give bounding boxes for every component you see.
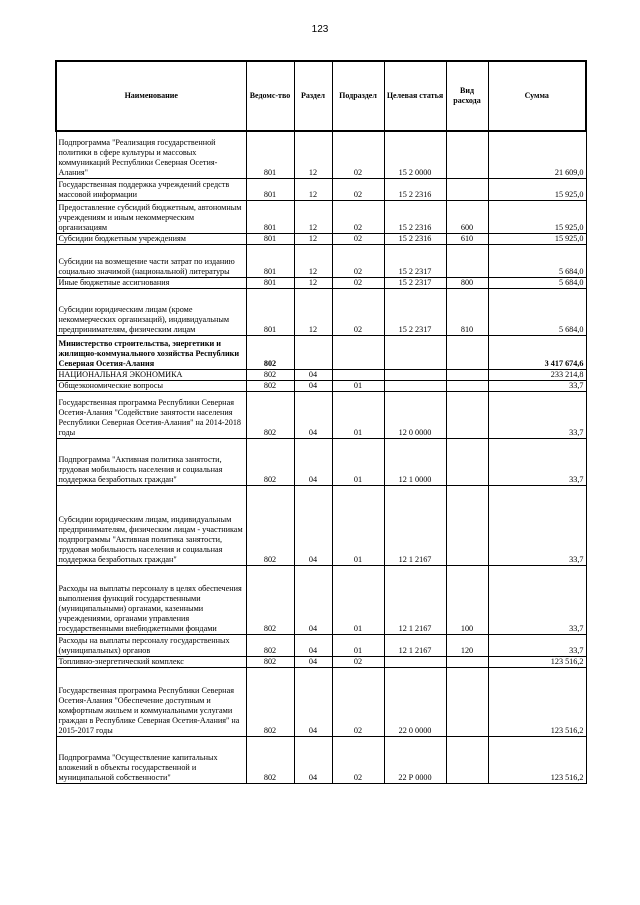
cell-target: 15 2 2317 (384, 244, 446, 277)
cell-sum: 123 516,2 (488, 656, 586, 667)
cell-type: 800 (446, 277, 488, 288)
table-row (56, 380, 586, 391)
cell-sum: 21 609,0 (488, 131, 586, 178)
table-row (56, 369, 586, 380)
cell-section: 04 (294, 565, 332, 634)
cell-name: НАЦИОНАЛЬНАЯ ЭКОНОМИКА (56, 369, 246, 380)
cell-subsection: 02 (332, 200, 384, 233)
cell-name: Предоставление субсидий бюджетным, автономным учреждениям и иным некоммерческим организациям (56, 200, 246, 233)
cell-target: 15 2 2316 (384, 200, 446, 233)
table-row (56, 656, 586, 667)
cell-section: 12 (294, 277, 332, 288)
cell-dept: 802 (246, 438, 294, 485)
cell-sum: 123 516,2 (488, 667, 586, 736)
cell-section: 04 (294, 369, 332, 380)
table-row (56, 200, 586, 233)
table-body (56, 131, 586, 783)
cell-subsection: 02 (332, 277, 384, 288)
cell-section: 04 (294, 656, 332, 667)
cell-section (294, 335, 332, 369)
header-name: Наименование (56, 61, 246, 131)
cell-dept: 802 (246, 485, 294, 565)
table-row (56, 131, 586, 178)
cell-target: 12 1 2167 (384, 565, 446, 634)
table-row (56, 288, 586, 335)
cell-dept: 802 (246, 634, 294, 656)
cell-dept: 802 (246, 667, 294, 736)
cell-name: Подпрограмма "Активная политика занятости, трудовая мобильность населения и социальная поддержка безработных граждан" (56, 438, 246, 485)
cell-name: Министерство строительства, энергетики и жилищно-коммунального хозяйства Республики Северная Осетия-Алания (56, 335, 246, 369)
cell-name: Субсидии юридическим лицам, индивидуальным предпринимателям, физическим лицам - участникам подпрограммы "Активная политика занятости, трудовая мобильность населения и социальная поддержка безработных граждан" (56, 485, 246, 565)
cell-target: 12 1 2167 (384, 634, 446, 656)
page-number: 123 (311, 24, 329, 35)
cell-subsection: 02 (332, 736, 384, 783)
cell-target: 12 1 2167 (384, 485, 446, 565)
cell-target: 15 2 2317 (384, 288, 446, 335)
cell-type (446, 656, 488, 667)
cell-name: Государственная поддержка учреждений средств массовой информации (56, 178, 246, 200)
cell-sum: 5 684,0 (488, 277, 586, 288)
cell-type (446, 335, 488, 369)
cell-sum: 15 925,0 (488, 233, 586, 244)
cell-name: Субсидии на возмещение части затрат по изданию социально значимой (национальной) литературы (56, 244, 246, 277)
header-section: Раздел (294, 61, 332, 131)
cell-type (446, 380, 488, 391)
cell-dept: 801 (246, 131, 294, 178)
cell-section: 12 (294, 233, 332, 244)
cell-type (446, 736, 488, 783)
header-sum: Сумма (488, 61, 586, 131)
cell-dept: 802 (246, 736, 294, 783)
cell-section: 12 (294, 244, 332, 277)
header-type: Вид расхода (446, 61, 488, 131)
cell-subsection: 02 (332, 131, 384, 178)
cell-type (446, 244, 488, 277)
cell-section: 12 (294, 131, 332, 178)
cell-sum: 33,7 (488, 485, 586, 565)
cell-dept: 802 (246, 391, 294, 438)
budget-table (55, 60, 587, 784)
cell-target (384, 380, 446, 391)
cell-sum: 33,7 (488, 634, 586, 656)
cell-sum: 33,7 (488, 438, 586, 485)
cell-subsection: 01 (332, 391, 384, 438)
cell-section: 04 (294, 667, 332, 736)
cell-subsection: 01 (332, 565, 384, 634)
cell-section: 04 (294, 380, 332, 391)
cell-type (446, 485, 488, 565)
table-row (56, 178, 586, 200)
cell-dept: 802 (246, 335, 294, 369)
table-row (56, 391, 586, 438)
table-row (56, 736, 586, 783)
cell-target: 12 1 0000 (384, 438, 446, 485)
cell-section: 12 (294, 288, 332, 335)
header-row (56, 61, 586, 131)
cell-target: 15 2 2316 (384, 233, 446, 244)
cell-type: 600 (446, 200, 488, 233)
cell-target: 15 2 0000 (384, 131, 446, 178)
cell-dept: 801 (246, 288, 294, 335)
cell-name: Топливно-энергетический комплекс (56, 656, 246, 667)
cell-target (384, 335, 446, 369)
cell-name: Общеэкономические вопросы (56, 380, 246, 391)
cell-name: Подпрограмма "Реализация государственной политики в сфере культуры и массовых коммуникаций Республики Северная Осетия-Алания" (56, 131, 246, 178)
cell-section: 04 (294, 634, 332, 656)
cell-type (446, 438, 488, 485)
cell-type (446, 131, 488, 178)
cell-dept: 801 (246, 178, 294, 200)
cell-section: 04 (294, 391, 332, 438)
cell-subsection: 02 (332, 656, 384, 667)
cell-name: Государственная программа Республики Северная Осетия-Алания "Обеспечение доступным и комфортным жильем и коммунальными услугами граждан в Республике Северная Осетия-Алания" на 2015-2017 годы (56, 667, 246, 736)
cell-target: 15 2 2317 (384, 277, 446, 288)
cell-sum: 33,7 (488, 391, 586, 438)
table-row (56, 565, 586, 634)
cell-sum: 15 925,0 (488, 178, 586, 200)
cell-target: 22 Р 0000 (384, 736, 446, 783)
header-target: Целевая статья (384, 61, 446, 131)
cell-type: 610 (446, 233, 488, 244)
table-row (56, 438, 586, 485)
cell-section: 04 (294, 438, 332, 485)
cell-type (446, 178, 488, 200)
cell-subsection: 01 (332, 485, 384, 565)
cell-target (384, 656, 446, 667)
cell-sum: 5 684,0 (488, 244, 586, 277)
cell-target: 22 0 0000 (384, 667, 446, 736)
cell-dept: 802 (246, 656, 294, 667)
cell-name: Субсидии бюджетным учреждениям (56, 233, 246, 244)
cell-type: 100 (446, 565, 488, 634)
table-row (56, 244, 586, 277)
cell-type (446, 391, 488, 438)
cell-subsection: 01 (332, 634, 384, 656)
cell-type: 810 (446, 288, 488, 335)
cell-sum: 123 516,2 (488, 736, 586, 783)
cell-subsection: 02 (332, 288, 384, 335)
cell-sum: 33,7 (488, 565, 586, 634)
header-subsection: Подраздел (332, 61, 384, 131)
cell-sum: 5 684,0 (488, 288, 586, 335)
cell-subsection: 02 (332, 244, 384, 277)
cell-target: 12 0 0000 (384, 391, 446, 438)
cell-sum: 233 214,8 (488, 369, 586, 380)
cell-subsection: 02 (332, 233, 384, 244)
table-row (56, 335, 586, 369)
cell-name: Иные бюджетные ассигнования (56, 277, 246, 288)
cell-dept: 801 (246, 277, 294, 288)
cell-subsection: 01 (332, 380, 384, 391)
cell-section: 04 (294, 485, 332, 565)
cell-subsection (332, 369, 384, 380)
cell-type (446, 667, 488, 736)
cell-name: Расходы на выплаты персоналу в целях обеспечения выполнения функций государственными (муниципальными) органами, казенными учреждениями, органами управления государственными внебюджетными фондами (56, 565, 246, 634)
cell-sum: 33,7 (488, 380, 586, 391)
cell-sum: 15 925,0 (488, 200, 586, 233)
cell-sum: 3 417 674,6 (488, 335, 586, 369)
cell-subsection: 02 (332, 667, 384, 736)
cell-target (384, 369, 446, 380)
cell-subsection: 02 (332, 178, 384, 200)
cell-name: Расходы на выплаты персоналу государственных (муниципальных) органов (56, 634, 246, 656)
cell-section: 12 (294, 178, 332, 200)
cell-type (446, 369, 488, 380)
table-row (56, 485, 586, 565)
cell-dept: 801 (246, 244, 294, 277)
cell-subsection (332, 335, 384, 369)
cell-dept: 801 (246, 200, 294, 233)
table-row (56, 277, 586, 288)
cell-section: 12 (294, 200, 332, 233)
header-dept: Ведомс-тво (246, 61, 294, 131)
cell-name: Государственная программа Республики Северная Осетия-Алания "Содействие занятости населения Республики Северная Осетия-Алания" на 2014-2018 годы (56, 391, 246, 438)
cell-name: Подпрограмма "Осуществление капитальных вложений в объекты государственной и муниципальной собственности" (56, 736, 246, 783)
cell-target: 15 2 2316 (384, 178, 446, 200)
cell-dept: 802 (246, 369, 294, 380)
cell-section: 04 (294, 736, 332, 783)
table-row (56, 667, 586, 736)
table-row (56, 634, 586, 656)
cell-dept: 802 (246, 565, 294, 634)
cell-subsection: 01 (332, 438, 384, 485)
cell-dept: 801 (246, 233, 294, 244)
table-row (56, 233, 586, 244)
cell-name: Субсидии юридическим лицам (кроме некоммерческих организаций), индивидуальным предпринимателям, физическим лицам (56, 288, 246, 335)
cell-dept: 802 (246, 380, 294, 391)
cell-type: 120 (446, 634, 488, 656)
